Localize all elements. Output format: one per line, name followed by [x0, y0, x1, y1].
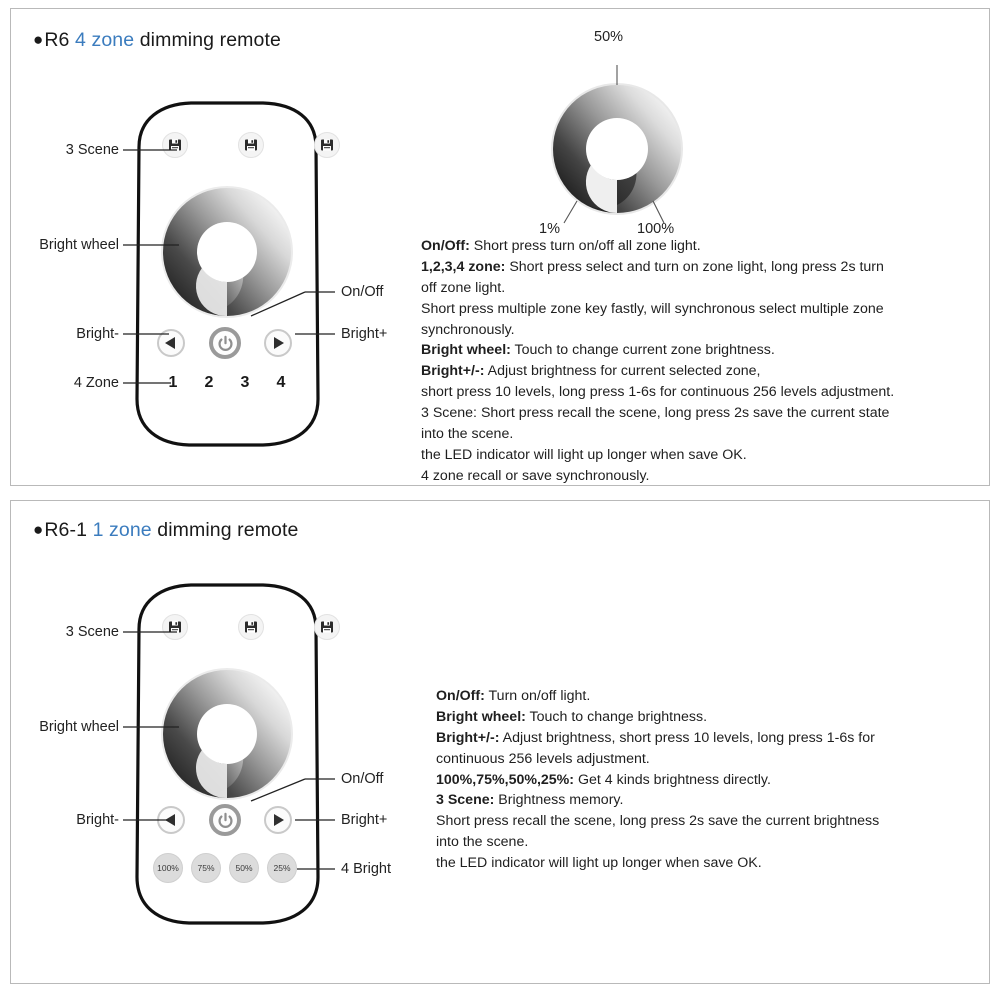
heading-model: R6-1	[44, 519, 88, 541]
desc-line	[436, 811, 996, 832]
desc-bold: 100%,75%,50%,25%:	[436, 771, 575, 788]
heading-accent: 4 zone	[75, 29, 135, 51]
callout-3-scene-r6-1: 3 Scene	[65, 624, 119, 640]
heading-bullet-icon: ●	[33, 29, 44, 49]
scene-button-row-r6	[162, 132, 340, 158]
bright-up-button-r6-1[interactable]	[264, 806, 292, 834]
desc-line	[421, 257, 991, 278]
desc-text: off zone light.	[421, 279, 506, 296]
save-icon	[244, 620, 258, 634]
callout-bright-up-r6-1: Bright+	[341, 812, 388, 828]
power-icon	[217, 335, 234, 352]
scene-button-row-r6-1	[162, 614, 340, 640]
triangle-left-icon	[165, 814, 175, 826]
desc-text: Adjust brightness, short press 10 levels, long press 1-6s for	[499, 729, 875, 746]
desc-bold: Bright wheel:	[436, 708, 526, 725]
desc-text: Turn on/off light.	[484, 688, 591, 704]
desc-text: Get 4 kinds brightness directly.	[574, 771, 771, 788]
bright-up-button-r6[interactable]	[264, 329, 292, 357]
desc-line	[421, 445, 991, 466]
desc-text: synchronously.	[421, 321, 515, 338]
save-icon	[320, 138, 334, 152]
desc-bold: Bright+/-:	[436, 729, 500, 746]
desc-text: Adjust brightness for current selected zone,	[484, 363, 761, 380]
callout-on-off-r6: On/Off	[341, 284, 384, 300]
section-r6-1-1zone	[10, 500, 990, 984]
desc-line	[421, 236, 991, 257]
desc-text: Short press multiple zone key fastly, will synchronous select multiple zone	[421, 300, 884, 317]
dial-graphic	[531, 31, 711, 231]
desc-line	[436, 728, 996, 749]
desc-bold: Bright wheel:	[421, 342, 511, 359]
desc-line	[421, 278, 991, 299]
power-button-r6[interactable]	[209, 327, 241, 359]
desc-bold: Bright+/-:	[421, 363, 485, 380]
save-icon	[244, 138, 258, 152]
desc-text: into the scene.	[436, 834, 529, 851]
desc-line	[436, 749, 996, 770]
dial-label-1: 1%	[539, 221, 560, 237]
callout-bright-wheel-r6: Bright wheel	[39, 237, 119, 253]
dial-label-100: 100%	[637, 221, 675, 237]
desc-bold: 1,2,3,4 zone:	[421, 258, 506, 275]
desc-text: the LED indicator will light up longer when save OK.	[436, 855, 762, 871]
power-button-r6-1[interactable]	[209, 804, 241, 836]
scene-save-button-3[interactable]	[314, 132, 340, 158]
zone-button-1[interactable]: 1	[168, 374, 178, 391]
scene-save-button-2[interactable]	[238, 132, 264, 158]
zone-number-row-r6	[165, 374, 289, 392]
bright-wheel-r6[interactable]	[155, 184, 300, 324]
zone-button-4[interactable]: 4	[276, 374, 286, 391]
desc-text: the LED indicator will light up longer when save OK.	[421, 446, 747, 463]
desc-text: 3 Scene: Short press recall the scene, long press 2s save the current state	[421, 405, 890, 421]
desc-text: 4 zone recall or save synchronously.	[421, 467, 650, 484]
callout-bright-down-r6: Bright-	[76, 326, 119, 342]
power-icon	[217, 812, 234, 829]
callout-bright-wheel-r6-1: Bright wheel	[39, 719, 119, 735]
callout-4-bright: 4 Bright	[341, 861, 391, 877]
remote-illustration-r6-1	[129, 581, 325, 926]
desc-text: into the scene.	[421, 425, 514, 442]
callout-bright-down-r6-1: Bright-	[76, 812, 119, 828]
desc-text: short press 10 levels, long press 1-6s for continuous 256 levels adjustment.	[421, 384, 895, 401]
section-r6-4zone	[10, 8, 990, 486]
triangle-left-icon	[165, 337, 175, 349]
scene-save-button-1[interactable]	[162, 132, 188, 158]
heading-suffix: dimming remote	[157, 519, 299, 541]
desc-line	[436, 707, 996, 728]
desc-text: Brightness memory.	[494, 792, 624, 809]
bright-down-button-r6[interactable]	[157, 329, 185, 357]
desc-line	[421, 320, 991, 341]
remote-illustration-r6	[129, 99, 325, 449]
dial-label-50: 50%	[594, 29, 624, 45]
desc-text: Short press select and turn on zone light, long press 2s turn	[505, 258, 884, 275]
desc-text: Short press recall the scene, long press 2s save the current brightness	[436, 813, 880, 830]
scene-save-button-2[interactable]	[238, 614, 264, 640]
preset-button-50[interactable]: 50%	[229, 853, 259, 883]
section-heading-r6	[33, 29, 281, 52]
desc-line	[421, 403, 991, 424]
heading-bullet-icon: ●	[33, 519, 44, 539]
zone-button-2[interactable]: 2	[204, 374, 214, 391]
desc-bold: On/Off:	[436, 688, 485, 704]
desc-line	[421, 424, 991, 445]
desc-text: continuous 256 levels adjustment.	[436, 750, 650, 767]
triangle-right-icon	[274, 337, 284, 349]
desc-line	[421, 361, 991, 382]
callout-3-scene-r6: 3 Scene	[65, 142, 119, 158]
desc-text: Touch to change brightness.	[525, 708, 708, 725]
desc-line	[436, 790, 996, 811]
scene-save-button-3[interactable]	[314, 614, 340, 640]
desc-line	[421, 340, 991, 361]
desc-line	[436, 770, 996, 791]
desc-text: Touch to change current zone brightness.	[510, 342, 775, 359]
brightness-preset-row	[153, 853, 297, 883]
bright-wheel-r6-1[interactable]	[155, 666, 300, 806]
desc-bold: On/Off:	[421, 238, 470, 254]
heading-suffix: dimming remote	[139, 29, 281, 51]
desc-line	[436, 686, 996, 707]
brightness-dial-diagram	[531, 29, 711, 237]
callout-4-zone-r6: 4 Zone	[73, 375, 119, 391]
heading-accent: 1 zone	[92, 519, 152, 541]
desc-line	[436, 853, 996, 874]
desc-line	[421, 382, 991, 403]
bright-down-button-r6-1[interactable]	[157, 806, 185, 834]
desc-text: Short press turn on/off all zone light.	[469, 238, 701, 254]
desc-bold: 3 Scene:	[436, 792, 495, 809]
zone-button-3[interactable]: 3	[240, 374, 250, 391]
preset-button-100[interactable]: 100%	[153, 853, 183, 883]
section-heading-r6-1	[33, 519, 298, 542]
save-icon	[168, 138, 182, 152]
heading-model: R6	[44, 29, 70, 51]
desc-line	[421, 466, 991, 487]
description-r6	[421, 236, 991, 487]
preset-button-75[interactable]: 75%	[191, 853, 221, 883]
description-r6-1	[436, 686, 996, 874]
desc-line	[421, 299, 991, 320]
callout-on-off-r6-1: On/Off	[341, 771, 384, 787]
save-icon	[168, 620, 182, 634]
triangle-right-icon	[274, 814, 284, 826]
scene-save-button-1[interactable]	[162, 614, 188, 640]
callout-bright-up-r6: Bright+	[341, 326, 388, 342]
preset-button-25[interactable]: 25%	[267, 853, 297, 883]
desc-line	[436, 832, 996, 853]
save-icon	[320, 620, 334, 634]
